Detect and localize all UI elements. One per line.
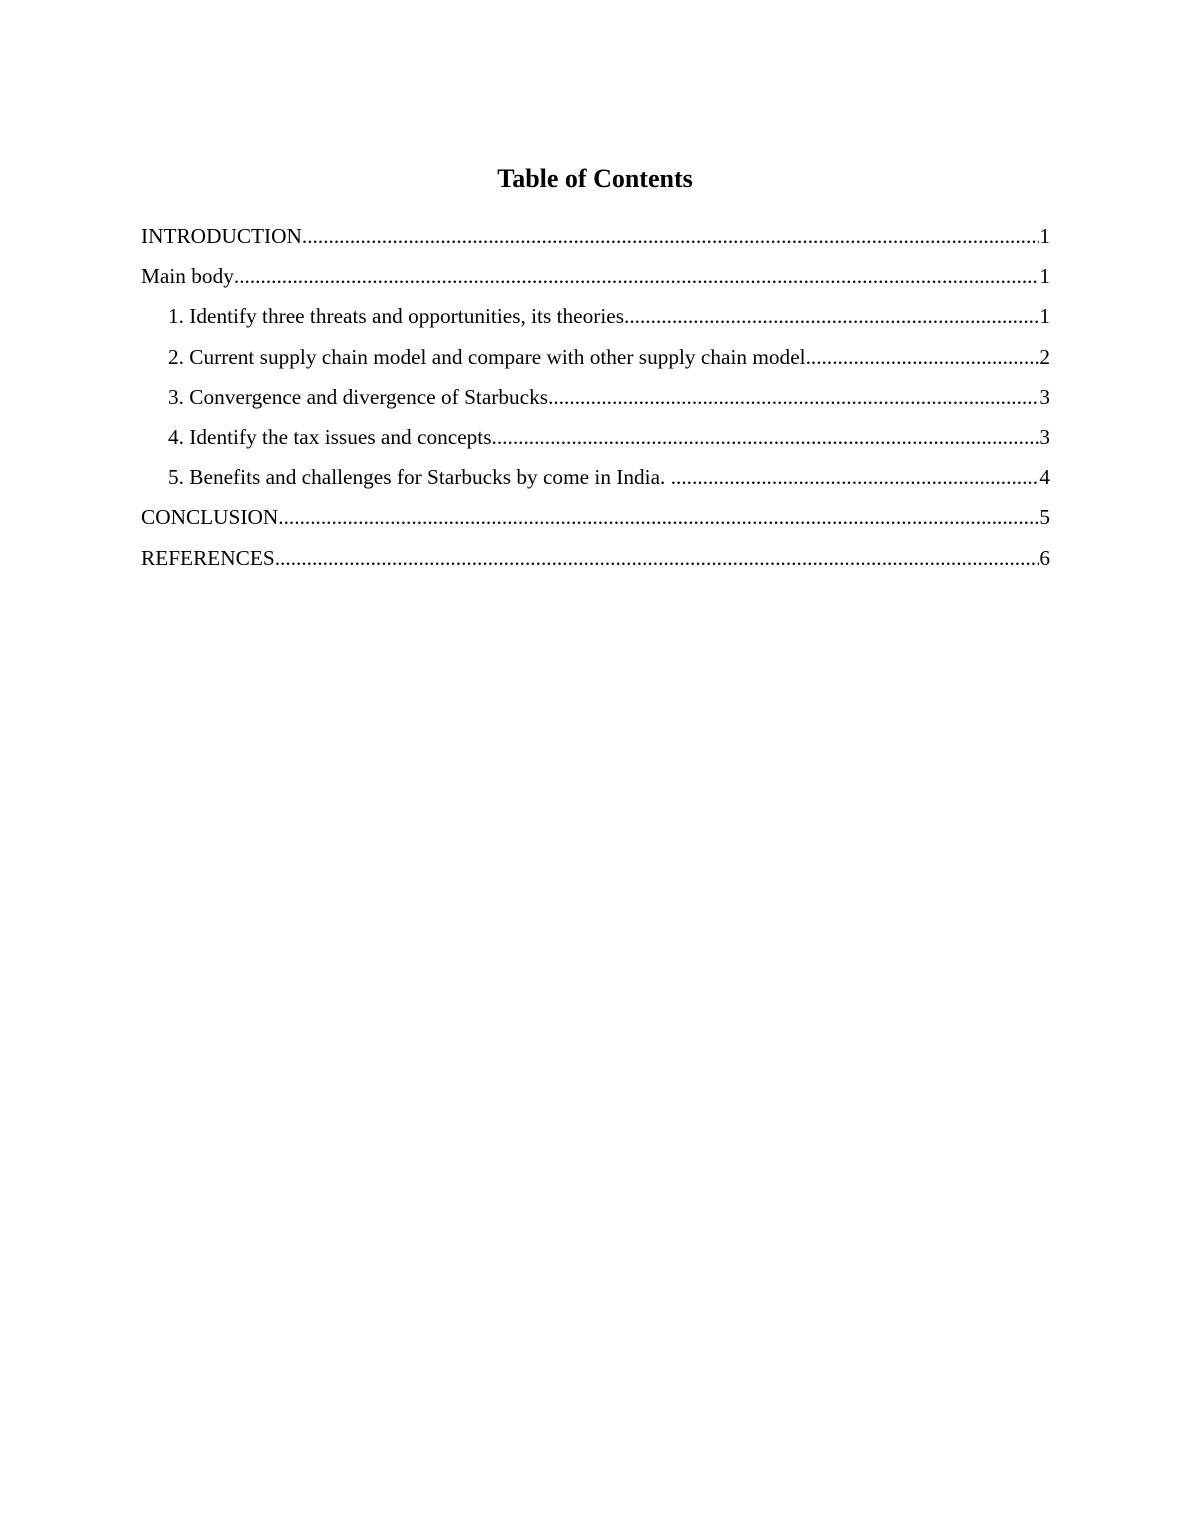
toc-dot-leader	[492, 419, 1040, 455]
toc-entry-convergence-divergence[interactable]	[141, 379, 1050, 419]
toc-dot-leader	[234, 258, 1039, 294]
toc-dot-leader	[671, 459, 1040, 495]
toc-entry-benefits-challenges[interactable]	[141, 459, 1050, 499]
toc-entry-label: 4. Identify the tax issues and concepts	[168, 424, 492, 449]
toc-entry-label: Main body	[141, 264, 234, 289]
toc-entry-label: INTRODUCTION	[141, 224, 302, 248]
toc-entry-references[interactable]	[141, 540, 1050, 580]
toc-list	[141, 218, 1050, 580]
toc-entry-label: CONCLUSION	[141, 505, 279, 530]
toc-entry-label: 5. Benefits and challenges for Starbucks by come in India.	[168, 465, 671, 490]
toc-entry-label: 2. Current supply chain model and compare with other supply chain model	[168, 344, 806, 369]
toc-entry-page-number: 6	[1039, 545, 1050, 570]
toc-entry-label: REFERENCES	[141, 545, 275, 570]
toc-title: Table of Contents	[497, 164, 693, 193]
toc-entry-conclusion[interactable]	[141, 499, 1050, 539]
toc-dot-leader	[278, 499, 1039, 535]
toc-entry-page-number: 5	[1039, 505, 1050, 530]
toc-entry-page-number: 1	[1039, 224, 1050, 248]
toc-dot-leader	[275, 540, 1040, 576]
toc-entry-supply-chain-model[interactable]	[141, 339, 1050, 379]
toc-dot-leader	[548, 379, 1039, 415]
toc-entry-label: 3. Convergence and divergence of Starbucks	[168, 384, 549, 409]
toc-entry-page-number: 1	[1039, 264, 1050, 289]
toc-entry-page-number: 1	[1039, 304, 1050, 329]
toc-entry-page-number: 3	[1039, 424, 1050, 449]
toc-entry-page-number: 4	[1039, 465, 1050, 490]
toc-entry-page-number: 3	[1039, 384, 1050, 409]
toc-entry-threats-opportunities[interactable]	[141, 298, 1050, 338]
toc-entry-page-number: 2	[1039, 344, 1050, 369]
toc-dot-leader	[624, 298, 1039, 334]
toc-entry-label: 1. Identify three threats and opportunities, its theories	[168, 304, 624, 329]
toc-dot-leader	[302, 218, 1039, 254]
toc-entry-introduction[interactable]	[141, 218, 1050, 258]
toc-entry-main-body[interactable]	[141, 258, 1050, 298]
toc-dot-leader	[806, 339, 1040, 375]
toc-entry-tax-issues[interactable]	[141, 419, 1050, 459]
